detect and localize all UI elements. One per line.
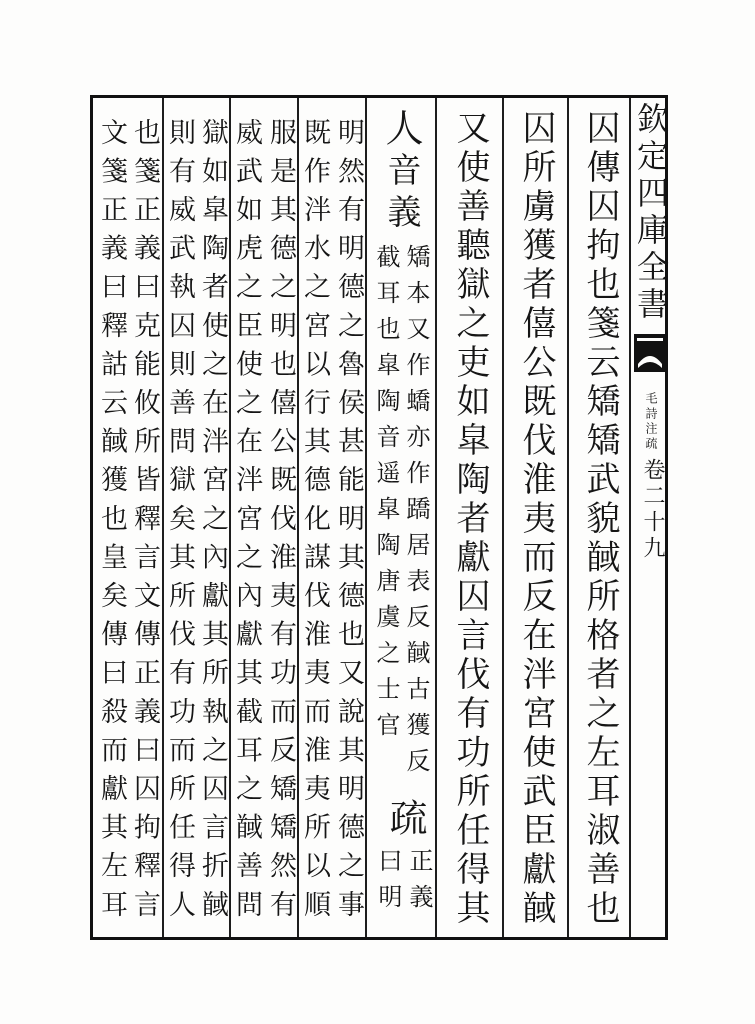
- yinyi-left-subcolumn: 截耳也皐陶音遥皐陶唐虞之士官: [372, 244, 400, 748]
- yinyi-label: 音義: [381, 152, 421, 236]
- text-column-2: 囚所虜獲者僖公既伐淮夷而反在泮宮使武臣獻馘: [516, 110, 556, 929]
- text-column-3: 又使善聽獄之吏如皐陶者獻囚言伐有功所任得其: [450, 110, 490, 929]
- column-rule: [365, 98, 367, 937]
- column-8-right: 也箋正義曰克能攸所皆釋言文傳正義曰囚拘釋言: [129, 118, 160, 929]
- column-rule: [567, 98, 569, 937]
- yinyi-right-subcolumn: 矯本又作蟜亦作蹻居表反馘古獲反: [402, 244, 430, 784]
- shu-left-subcolumn: 曰明: [374, 848, 402, 920]
- book-title: 毛詩注疏: [644, 392, 658, 452]
- fish-tail-mark: [634, 334, 666, 372]
- text-column-1: 囚傳囚拘也箋云矯矯武貌馘所格者之左耳淑善也: [580, 110, 620, 929]
- column-rule: [435, 98, 437, 937]
- column-5-left: 既作泮水之宮以行其德化謀伐淮夷而淮夷所以順: [299, 118, 330, 929]
- shu-right-subcolumn: 正義: [405, 848, 433, 920]
- column-4-lead: 人: [379, 108, 423, 146]
- volume-label: 卷二十九: [640, 458, 665, 562]
- column-5-right: 明然有明德之魯侯甚能明其德也又說其明德之事: [333, 118, 364, 929]
- column-rule: [502, 98, 504, 937]
- column-7-right: 獄如皐陶者使之在泮宮之內獻其所執之囚言折馘: [197, 118, 228, 929]
- column-8-left: 文箋正義曰釋詁云馘獲也皇矣傳曰殺而獻其左耳: [96, 118, 127, 929]
- margin-rule: [629, 98, 631, 937]
- column-6-right: 服是其德之明也僖公既伐淮夷有功而反矯矯然有: [265, 118, 296, 929]
- column-7-left: 則有威武執囚則善問獄矣其所伐有功而所任得人: [164, 118, 195, 929]
- series-title: 欽定四庫全書: [632, 102, 670, 324]
- column-6-left: 威武如虎之臣使之在泮宮之內獻其截耳之馘善問: [231, 118, 262, 929]
- shu-label: 疏: [383, 798, 427, 836]
